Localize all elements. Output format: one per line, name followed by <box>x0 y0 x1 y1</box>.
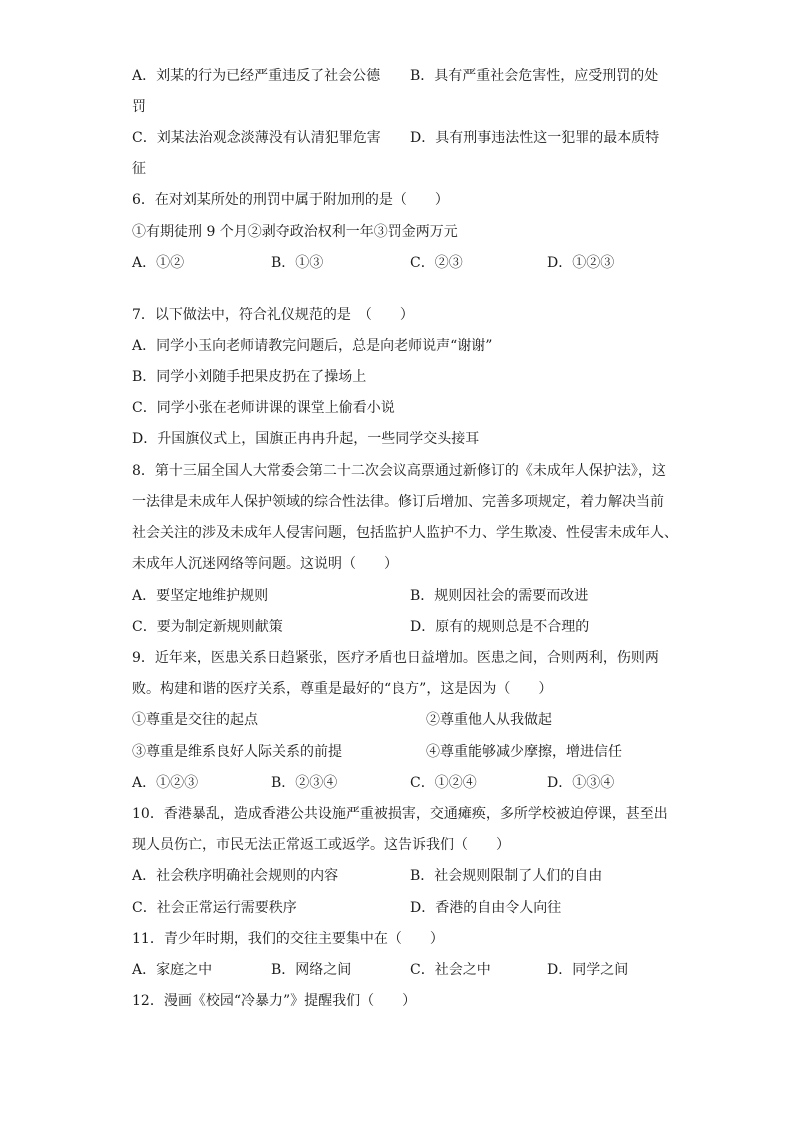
q8-stem-line-4: 未成年人沉迷网络等问题。这说明（ ） <box>132 556 398 572</box>
q9-item-4: ④尊重能够减少摩擦，增进信任 <box>426 744 622 760</box>
q10-option-d: D．香港的自由令人向往 <box>410 900 562 916</box>
q5-option-b-cont: 罚 <box>132 99 146 115</box>
q9-option-c: C．①②④ <box>410 775 477 791</box>
q9-item-2: ②尊重他人从我做起 <box>426 712 552 728</box>
q7-option-c: C．同学小张在老师讲课的课堂上偷看小说 <box>132 400 395 416</box>
q11-option-b: B．网络之间 <box>271 962 352 978</box>
q6-option-c: C．②③ <box>410 255 463 271</box>
q8-stem-line-1: 8．第十三届全国人大常委会第二十二次会议高票通过新修订的《未成年人保护法》，这 <box>132 463 666 479</box>
q5-option-b: B．具有严重社会危害性，应受刑罚的处 <box>410 68 659 84</box>
q10-stem-line-2: 现人员伤亡，市民无法正常返工或返学。这告诉我们（ ） <box>132 837 510 853</box>
q8-stem-line-3: 社会关注的涉及未成年人侵害问题，包括监护人监护不力、学生欺凌、性侵害未成年人、 <box>132 525 678 541</box>
q8-option-c: C．要为制定新规则献策 <box>132 619 283 635</box>
q11-option-d: D．同学之间 <box>547 962 629 978</box>
q9-stem-line-2: 败。构建和谐的医疗关系，尊重是最好的“良方”，这是因为（ ） <box>132 681 553 697</box>
q6-items: ①有期徒刑 9 个月②剥夺政治权利一年③罚金两万元 <box>132 224 458 240</box>
q9-option-b: B．②③④ <box>271 775 338 791</box>
q9-stem-line-1: 9．近年来，医患关系日趋紧张，医疗矛盾也日益增加。医患之间，合则两利，伤则两 <box>132 650 659 666</box>
q7-option-d: D．升国旗仪式上，国旗正冉冉升起，一些同学交头接耳 <box>132 431 480 447</box>
q9-option-a: A．①②③ <box>132 775 199 791</box>
q6-option-a: A．①② <box>132 255 185 271</box>
q11-stem: 11．青少年时期，我们的交往主要集中在（ ） <box>132 931 444 947</box>
q5-option-c: C．刘某法治观念淡薄没有认清犯罪危害 <box>132 130 381 146</box>
q9-item-1: ①尊重是交往的起点 <box>132 712 258 728</box>
q10-option-b: B．社会规则限制了人们的自由 <box>410 868 603 884</box>
q7-stem: 7．以下做法中，符合礼仪规范的是 （ ） <box>132 307 414 323</box>
q6-option-d: D．①②③ <box>547 255 615 271</box>
q11-option-c: C．社会之中 <box>410 962 491 978</box>
q5-option-d-cont: 征 <box>132 161 146 177</box>
q12-stem: 12．漫画《校园“冷暴力”》提醒我们（ ） <box>132 993 417 1009</box>
q5-option-d: D．具有刑事违法性这一犯罪的最本质特 <box>410 130 660 146</box>
q7-option-a: A．同学小玉向老师请教完问题后，总是向老师说声“谢谢” <box>132 338 493 354</box>
q9-option-d: D．①③④ <box>547 775 615 791</box>
q5-option-a: A．刘某的行为已经严重违反了社会公德 <box>132 68 381 84</box>
q6-option-b: B．①③ <box>271 255 324 271</box>
q10-stem-line-1: 10．香港暴乱，造成香港公共设施严重被损害，交通瘫痪，多所学校被迫停课，甚至出 <box>132 806 668 822</box>
q9-item-3: ③尊重是维系良好人际关系的前提 <box>132 744 342 760</box>
q8-option-a: A．要坚定地维护规则 <box>132 588 269 604</box>
q8-option-d: D．原有的规则总是不合理的 <box>410 619 590 635</box>
q8-option-b: B．规则因社会的需要而改进 <box>410 588 589 604</box>
q6-stem: 6．在对刘某所处的刑罚中属于附加刑的是（ ） <box>132 192 449 208</box>
q10-option-a: A．社会秩序明确社会规则的内容 <box>132 868 339 884</box>
q7-option-b: B．同学小刘随手把果皮扔在了操场上 <box>132 369 367 385</box>
q8-stem-line-2: 一法律是未成年人保护领域的综合性法律。修订后增加、完善多项规定，着力解决当前 <box>132 494 664 510</box>
q10-option-c: C．社会正常运行需要秩序 <box>132 900 297 916</box>
q11-option-a: A．家庭之中 <box>132 962 213 978</box>
